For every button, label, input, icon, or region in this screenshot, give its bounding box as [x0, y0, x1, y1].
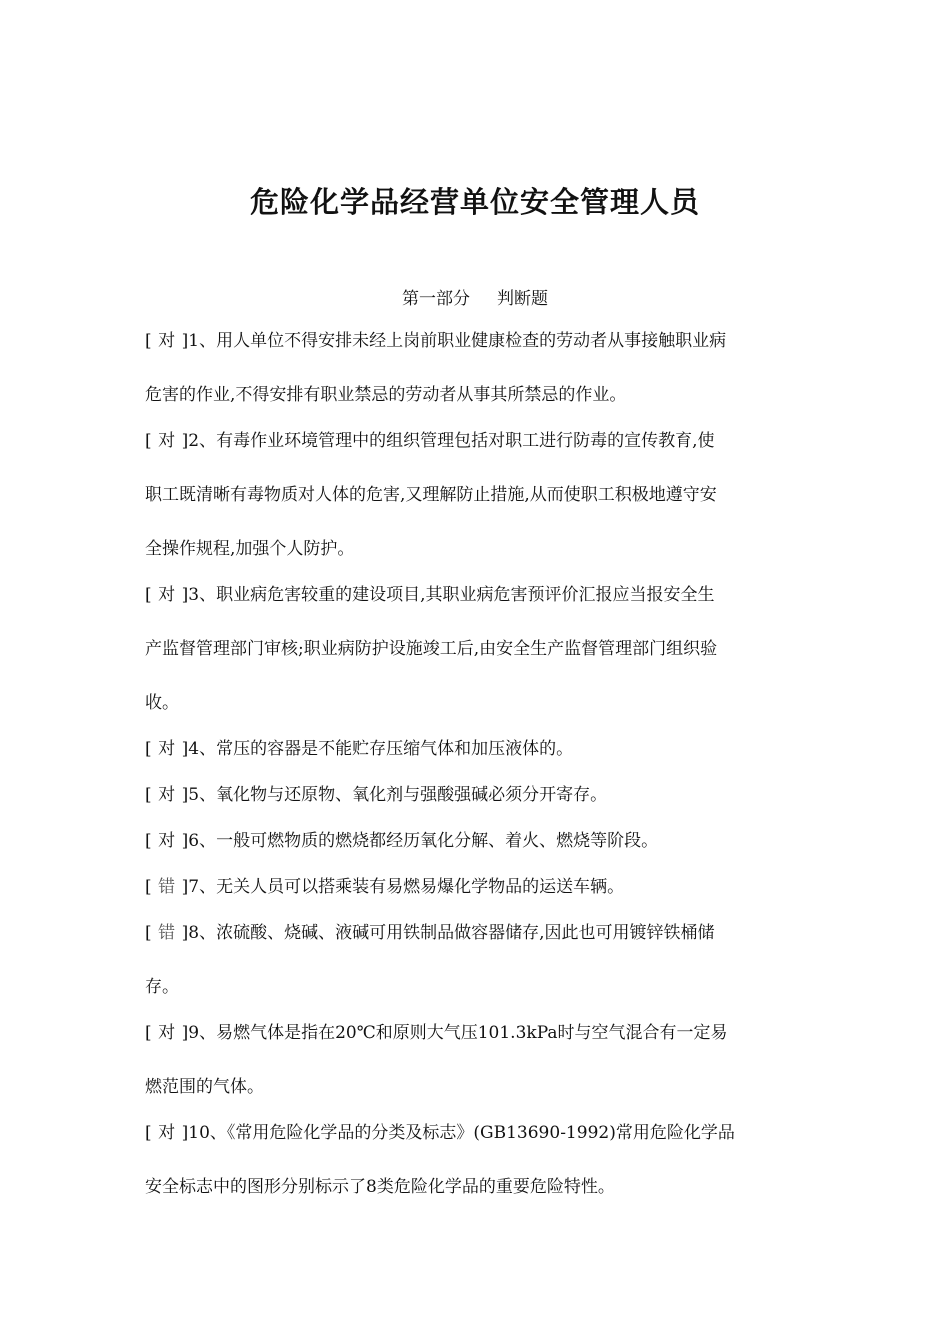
question-text: 收。 [145, 693, 179, 713]
answer-mark: 对 [158, 431, 176, 451]
answer-bracket: [ 错 [145, 877, 182, 897]
question-text: ]10、《常用危险化学品的分类及标志》(GB13690-1992)常用危险化学品 [181, 1123, 735, 1143]
question-text: 危害的作业,不得安排有职业禁忌的劳动者从事其所禁忌的作业。 [145, 385, 627, 405]
answer-mark: 对 [158, 585, 176, 605]
question-text: ]2、有毒作业环境管理中的组织管理包括对职工进行防毒的宣传教育,使 [181, 431, 715, 451]
question-line [145, 634, 805, 664]
question-text: 全操作规程,加强个人防护。 [145, 539, 355, 559]
question-item [145, 580, 805, 718]
answer-mark: 错 [158, 877, 176, 897]
question-line [145, 1172, 805, 1202]
question-item [145, 1018, 805, 1102]
answer-bracket: [ 对 [145, 831, 182, 851]
question-line [145, 826, 805, 856]
question-item [145, 872, 805, 902]
question-text: ]6、一般可燃物质的燃烧都经历氧化分解、着火、燃烧等阶段。 [181, 831, 659, 851]
answer-mark: 对 [158, 331, 176, 351]
question-text: ]3、职业病危害较重的建设项目,其职业病危害预评价汇报应当报安全生 [181, 585, 715, 605]
question-text: ]1、用人单位不得安排未经上岗前职业健康检查的劳动者从事接触职业病 [181, 331, 727, 351]
question-text: ]9、易燃气体是指在20℃和原则大气压101.3kPa时与空气混合有一定易 [181, 1023, 728, 1043]
answer-mark: 对 [158, 785, 176, 805]
answer-mark: 错 [158, 923, 176, 943]
section-heading: 第一部分 判断题 [401, 289, 549, 309]
answer-mark: 对 [158, 1023, 176, 1043]
question-item [145, 1118, 805, 1202]
question-text: ]5、氧化物与还原物、氧化剂与强酸强碱必须分开寄存。 [181, 785, 608, 805]
question-line [145, 426, 805, 456]
question-line [145, 780, 805, 810]
answer-bracket: [ 对 [145, 585, 182, 605]
question-text: 安全标志中的图形分别标示了8类危险化学品的重要危险特性。 [145, 1177, 615, 1197]
question-line [145, 534, 805, 564]
question-line [145, 734, 805, 764]
question-line [145, 688, 805, 718]
question-line [145, 1072, 805, 1102]
question-text: 职工既清晰有毒物质对人体的危害,又理解防止措施,从而使职工积极地遵守安 [145, 485, 717, 505]
question-item [145, 780, 805, 810]
answer-mark: 对 [158, 739, 176, 759]
question-line [145, 918, 805, 948]
answer-bracket: [ 对 [145, 1023, 182, 1043]
question-text: ]4、常压的容器是不能贮存压缩气体和加压液体的。 [181, 739, 574, 759]
question-text: 存。 [145, 977, 179, 997]
question-line [145, 1118, 805, 1148]
answer-bracket: [ 错 [145, 923, 182, 943]
question-line [145, 326, 805, 356]
question-line [145, 1018, 805, 1048]
answer-bracket: [ 对 [145, 431, 182, 451]
question-item [145, 918, 805, 1002]
answer-bracket: [ 对 [145, 331, 182, 351]
answer-bracket: [ 对 [145, 1123, 182, 1143]
answer-mark: 对 [158, 1123, 176, 1143]
answer-mark: 对 [158, 831, 176, 851]
question-line [145, 580, 805, 610]
question-line [145, 380, 805, 410]
question-text: 燃范围的气体。 [145, 1077, 264, 1097]
question-item [145, 426, 805, 564]
question-list [145, 326, 805, 1202]
question-line [145, 972, 805, 1002]
question-line [145, 480, 805, 510]
document-title: 危险化学品经营单位安全管理人员 [249, 185, 700, 219]
question-line [145, 872, 805, 902]
question-item [145, 734, 805, 764]
question-item [145, 826, 805, 856]
question-item [145, 326, 805, 410]
answer-bracket: [ 对 [145, 785, 182, 805]
question-text: ]7、无关人员可以搭乘装有易燃易爆化学物品的运送车辆。 [181, 877, 625, 897]
question-text: 产监督管理部门审核;职业病防护设施竣工后,由安全生产监督管理部门组织验 [145, 639, 718, 659]
question-text: ]8、浓硫酸、烧碱、液碱可用铁制品做容器储存,因此也可用镀锌铁桶储 [181, 923, 715, 943]
answer-bracket: [ 对 [145, 739, 182, 759]
